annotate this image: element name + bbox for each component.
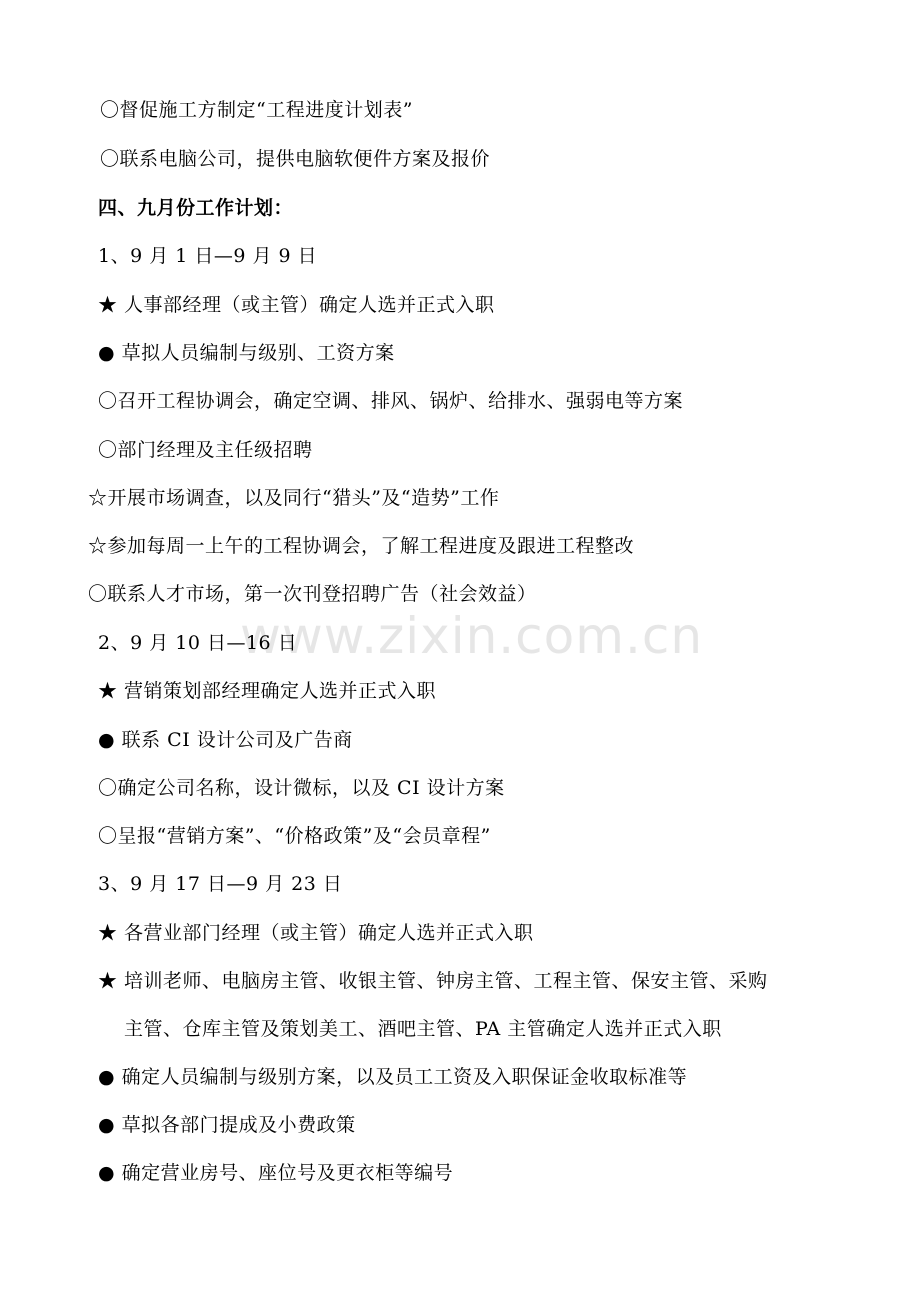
text-line: 〇联系电脑公司，提供电脑软便件方案及报价 (100, 148, 491, 170)
text-line: 〇确定公司名称，设计微标，以及 CI 设计方案 (98, 777, 505, 799)
period-heading: 3、9 月 17 日—9 月 23 日 (98, 873, 343, 895)
text-line: ☆参加每周一上午的工程协调会，了解工程进度及跟进工程整改 (88, 535, 635, 557)
text-line-continuation: 主管、仓库主管及策划美工、酒吧主管、PA 主管确定人选并正式入职 (124, 1018, 722, 1040)
text-line: ★ 人事部经理（或主管）确定人选并正式入职 (98, 294, 495, 316)
text-line: 〇督促施工方制定“工程进度计划表” (100, 99, 413, 121)
text-line: ★ 各营业部门经理（或主管）确定人选并正式入职 (98, 922, 534, 944)
text-line: ● 草拟人员编制与级别、工资方案 (98, 342, 395, 364)
text-line: 〇呈报“营销方案”、“价格政策”及“会员章程” (98, 825, 491, 847)
text-line: ★ 营销策划部经理确定人选并正式入职 (98, 680, 437, 702)
text-line: ● 联系 CI 设计公司及广告商 (98, 729, 353, 751)
text-line: ● 草拟各部门提成及小费政策 (98, 1114, 356, 1136)
text-line: 〇部门经理及主任级招聘 (98, 439, 313, 461)
period-heading: 1、9 月 1 日—9 月 9 日 (98, 245, 318, 267)
text-line: 〇联系人才市场，第一次刊登招聘广告（社会效益） (88, 583, 537, 605)
section-heading: 四、九月份工作计划： (98, 197, 294, 219)
text-line: ☆开展市场调查，以及同行“猎头”及“造势”工作 (88, 487, 500, 509)
watermark: www.zixin.com.cn (240, 607, 704, 665)
period-heading: 2、9 月 10 日—16 日 (98, 632, 298, 654)
text-line: ★ 培训老师、电脑房主管、收银主管、钟房主管、工程主管、保安主管、采购 (98, 970, 768, 992)
text-line: 〇召开工程协调会，确定空调、排风、锅炉、给排水、强弱电等方案 (98, 390, 684, 412)
text-line: ● 确定人员编制与级别方案，以及员工工资及入职保证金收取标准等 (98, 1066, 688, 1088)
text-line: ● 确定营业房号、座位号及更衣柜等编号 (98, 1162, 454, 1184)
